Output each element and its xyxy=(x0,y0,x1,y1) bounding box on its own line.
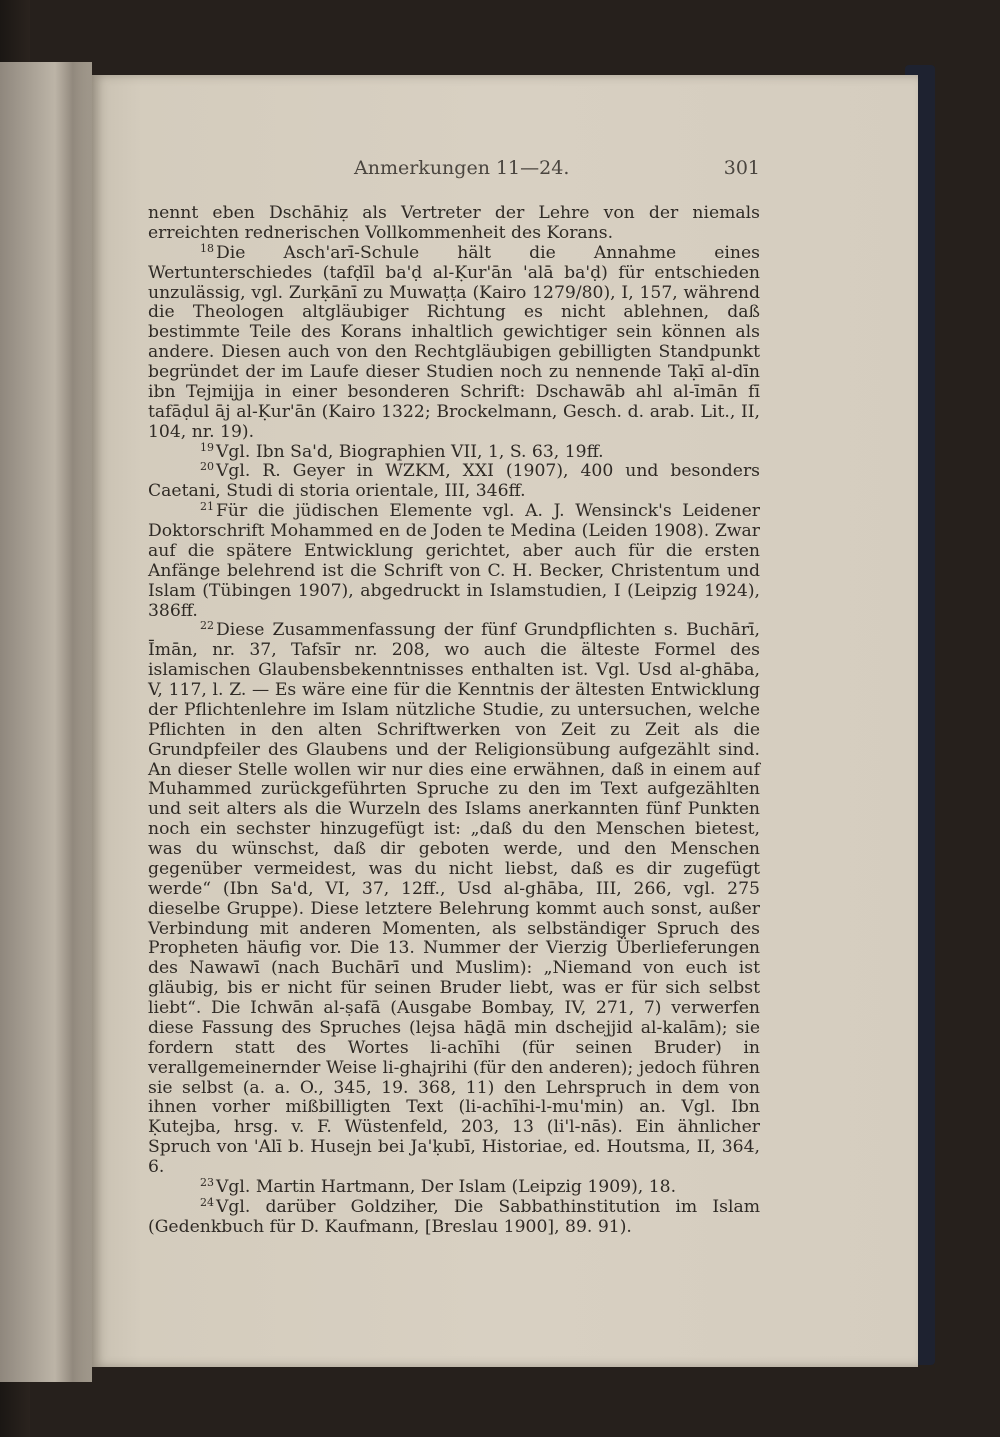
paragraph-text: Vgl. Martin Hartmann, Der Islam (Leipzig 1909), 18. xyxy=(216,1176,677,1197)
paragraph-text: nennt eben Dschāhiẓ als Vertreter der Lehre von der niemals erreichten rednerischen Vollkommenheit des Korans. xyxy=(148,203,760,243)
page-number: 301 xyxy=(723,157,760,179)
footnote-18 xyxy=(148,241,760,443)
footnote-continuation xyxy=(148,204,760,244)
footnote-number: 19 xyxy=(200,440,214,454)
running-title: Anmerkungen 11—24. xyxy=(354,157,570,179)
paragraph-text: Diese Zusammenfassung der fünf Grundpflichten s. Buchārī, Īmān, nr. 37, Tafsīr nr. 208, wo auch die älteste Formel des islamischen Glaubensbekenntnisses enthalten ist. Vgl. Usd al-ghāba, V, 117, l. Z. — Es wäre eine für die Kenntnis der ältesten Entwicklung der Pflichtenlehre im Islam nützliche Studie, zu untersuchen, welche Pflichten in den alten Schriftwerken von Zeit zu Zeit als die Grundpfeiler des Glaubens und der Religionsübung aufgezählt sind. An dieser Stelle wollen wir nur dies eine erwähnen, daß in einem auf Muhammed zurückgeführten Spruche zu den im Text aufgezählten und seit alters als die Wurzeln des Islams anerkannten fünf Punkten noch ein sechster hinzugefügt ist: „daß du den Menschen bietest, was du wünschst, daß dir geboten werde, und den Menschen gegenüber vermeidest, was du nicht liebst, daß es dir zugefügt werde“ (Ibn Sa'd, VI, 37, 12ff., Usd al-ghāba, III, 266, vgl. 275 dieselbe Gruppe). Diese letztere Belehrung kommt auch sonst, außer Verbindung mit anderen Momenten, als selbständiger Spruch des Propheten häufig vor. Die 13. Nummer der Vierzig Überlieferungen des Nawawī (nach Buchārī und Muslim): „Niemand von euch ist gläubig, bis er nicht für seinen Bruder liebt, was er für sich selbst liebt“. Die Ichwān al-ṣafā (Ausgabe Bombay, IV, 271, 7) verwerfen diese Fassung des Spruches (lejsa hāḏā min dschejjid al-kalām); sie fordern statt des Wortes li-achīhi (für seinen Bruder) in verallgemeinernder Weise li-ghajrihi (für den anderen); jedoch führen sie selbst (a. a. O., 345, 19. 368, 11) den Lehrspruch in dem von ihnen vorher mißbilligten Text (li-achīhi-l-mu'min) an. Vgl. Ibn Ḳutejba, hrsg. v. F. Wüstenfeld, 203, 13 (li'l-nās). Ein ähnlicher Spruch von 'Alī b. Husejn bei Ja'ḳubī, Historiae, ed. Houtsma, II, 364, 6. xyxy=(148,620,760,1177)
footnote-number: 23 xyxy=(200,1175,214,1189)
paragraph-text: Für die jüdischen Elemente vgl. A. J. Wensinck's Leidener Doktorschrift Mohammed en de Joden te Medina (Leiden 1908). Zwar auf die spätere Entwicklung gerichtet, aber auch für die ersten Anfänge belehrend ist die Schrift von C. H. Becker, Christentum und Islam (Tübingen 1907), abgedruckt in Islamstudien, I (Leipzig 1924), 386ff. xyxy=(148,501,760,621)
footnote-22 xyxy=(148,621,760,1178)
page-header xyxy=(148,157,760,183)
footnote-24 xyxy=(148,1195,760,1238)
paragraph-text: Vgl. R. Geyer in WZKM, XXI (1907), 400 und besonders Caetani, Studi di storia orientale, III, 346ff. xyxy=(148,461,760,502)
footnote-19 xyxy=(148,440,760,463)
book-gutter xyxy=(55,62,95,1382)
footnote-number: 24 xyxy=(200,1195,214,1209)
footnote-number: 18 xyxy=(200,241,214,255)
footnote-number: 21 xyxy=(200,500,214,514)
footnote-number: 22 xyxy=(200,619,214,633)
footnote-20 xyxy=(148,462,760,502)
footnote-23 xyxy=(148,1175,760,1198)
paragraph-text: Vgl. Ibn Sa'd, Biographien VII, 1, S. 63, 19ff. xyxy=(216,441,604,462)
paragraph-text: Vgl. darüber Goldziher, Die Sabbathinstitution im Islam (Gedenkbuch für D. Kaufmann, [Breslau 1900], 89. 91). xyxy=(148,1196,760,1237)
paragraph-text: Die Asch'arī-Schule hält die Annahme eines Wertunterschiedes (tafḍīl ba'ḍ al-Ḳur'ān 'alā ba'ḍ) für entschieden unzulässig, vgl. Zurḳānī zu Muwaṭṭa (Kairo 1279/80), I, 157, während die Theologen altgläubiger Richtung es nicht ablehnen, daß bestimmte Teile des Korans inhaltlich gewichtiger sein können als andere. Diesen auch von den Rechtgläubigen gebilligten Standpunkt begründet der im Laufe dieser Studien noch zu nennende Taḳī al-dīn ibn Tejmijja in einer besonderen Schrift: Dschawāb ahl al-īmān fī tafāḍul āj al-Ḳur'ān (Kairo 1322; Brockelmann, Gesch. d. arab. Lit., II, 104, nr. 19). xyxy=(148,242,760,442)
footnote-number: 20 xyxy=(200,460,214,474)
footnotes-text xyxy=(148,204,760,1238)
footnote-21 xyxy=(148,502,760,621)
